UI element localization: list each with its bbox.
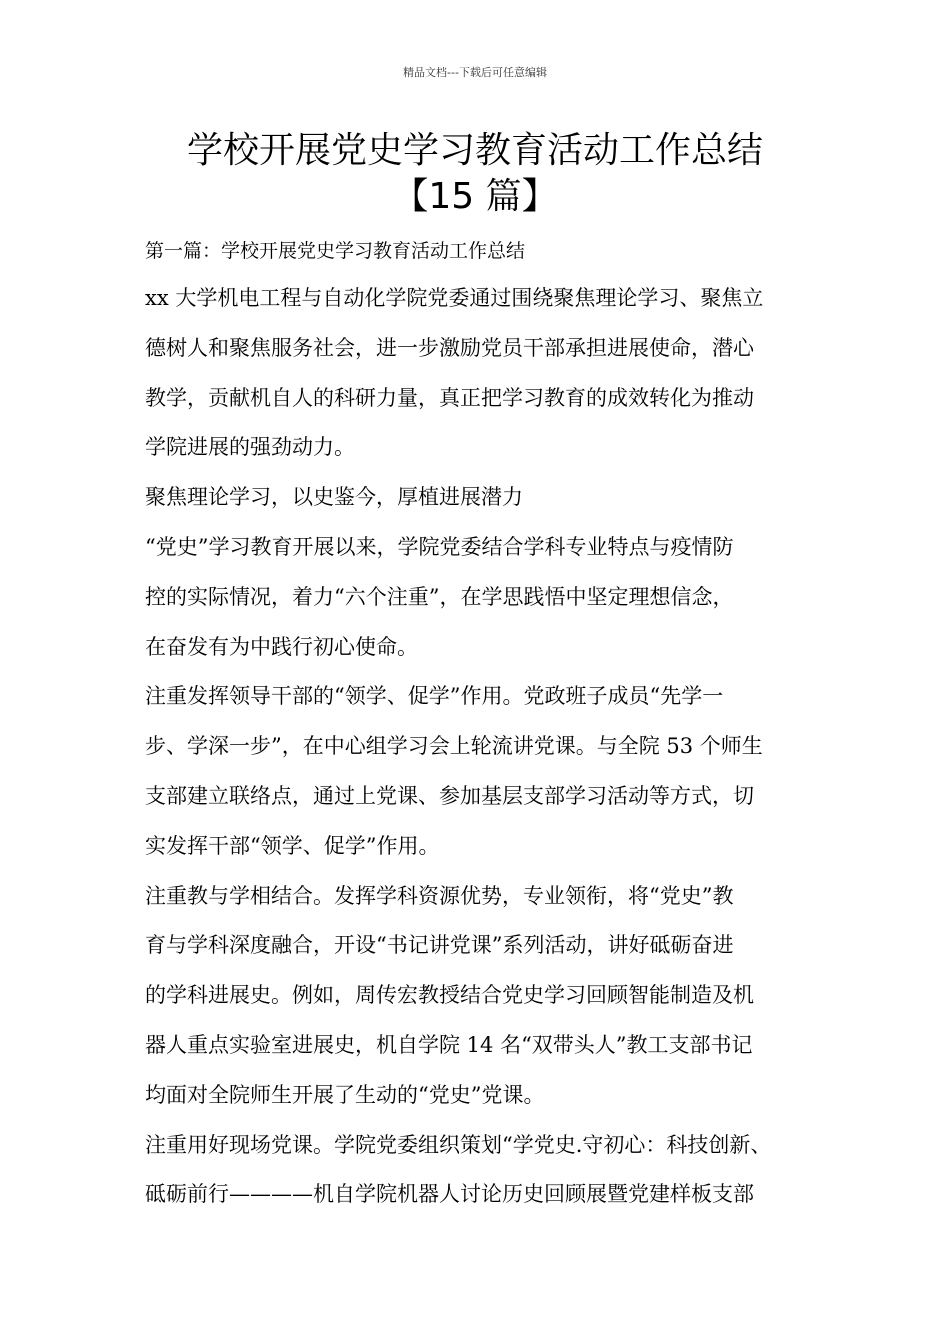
document-title [100, 128, 850, 220]
subheading: 聚焦理论学习，以史鉴今，厚植进展潜力 [145, 485, 523, 510]
text-line: 注重发挥领导干部的“领学、促学”作用。党政班子成员“先学一 [145, 684, 724, 709]
text-line: 育与学科深度融合，开设“书记讲党课”系列活动，讲好砥砺奋进 [145, 933, 734, 958]
text-line: 德树人和聚焦服务社会，进一步激励党员干部承担进展使命，潜心 [145, 335, 754, 360]
title-line-1: 学校开展党史学习教育活动工作总结 [186, 130, 763, 171]
text-line: 器人重点实验室进展史，机自学院 14 名“双带头人”教工支部书记 [145, 1032, 753, 1057]
section-heading: 第一篇：学校开展党史学习教育活动工作总结 [145, 240, 526, 262]
header-note: 精品文档---下载后可任意编辑 [403, 66, 547, 79]
text-line: 实发挥干部“领学、促学”作用。 [145, 833, 440, 858]
text-line: xx 大学机电工程与自动化学院党委通过围绕聚焦理论学习、聚焦立 [145, 286, 764, 310]
text-line: 注重教与学相结合。发挥学科资源优势，专业领衔，将“党史”教 [145, 883, 734, 908]
text-line: 均面对全院师生开展了生动的“党史”党课。 [145, 1082, 545, 1107]
document-body [145, 228, 825, 1220]
text-line: 教学，贡献机自人的科研力量，真正把学习教育的成效转化为推动 [145, 385, 754, 410]
text-line: 在奋发有为中践行初心使命。 [145, 634, 418, 659]
text-line: 控的实际情况，着力“六个注重”，在学思践悟中坚定理想信念， [145, 584, 734, 609]
text-line: 注重用好现场党课。学院党委组织策划“学党史.守初心：科技创新、 [145, 1132, 772, 1157]
title-line-2: 【15 篇】 [392, 176, 558, 217]
text-line: 砥砺前行————机自学院机器人讨论历史回顾展暨党建样板支部 [145, 1182, 754, 1207]
text-line: “党史”学习教育开展以来，学院党委结合学科专业特点与疫情防 [145, 534, 734, 559]
text-line: 支部建立联络点，通过上党课、参加基层支部学习活动等方式，切 [145, 783, 754, 808]
text-line: 步、学深一步”，在中心组学习会上轮流讲党课。与全院 53 个师生 [145, 734, 763, 759]
text-line: 的学科进展史。例如，周传宏教授结合党史学习回顾智能制造及机 [145, 983, 754, 1008]
text-line: 学院进展的强劲动力。 [145, 435, 355, 460]
